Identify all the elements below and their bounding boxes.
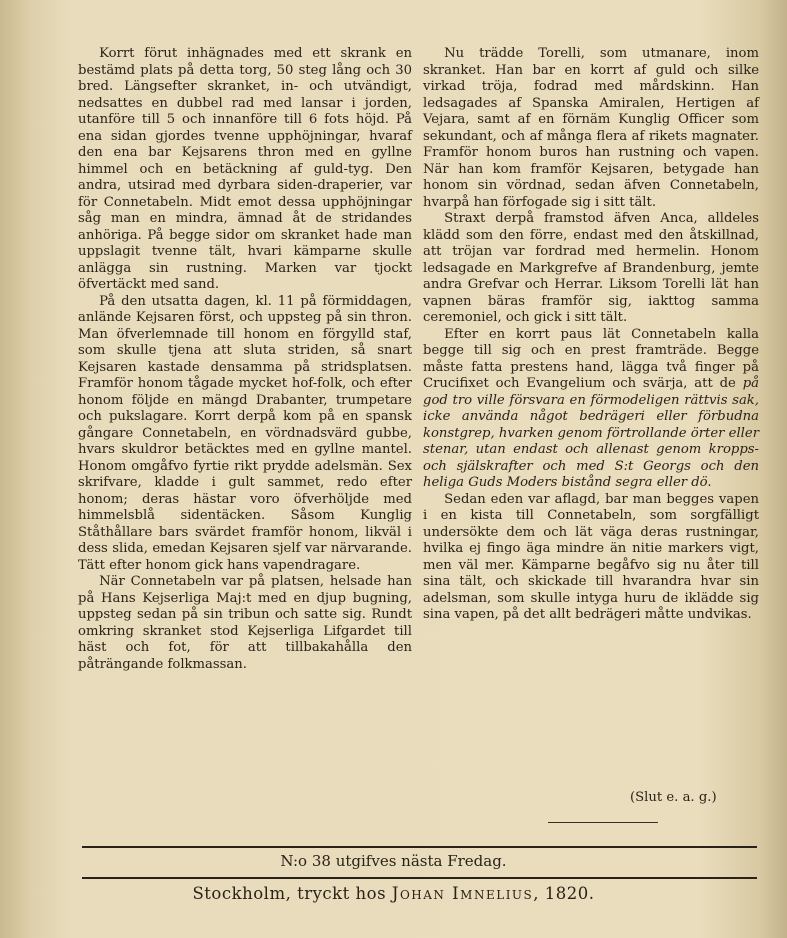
oath-intro: Efter en korrt paus lät Connetabeln kalla begge till sig och en prest framträde. Begge måste fatta prestens hand, lägga två finger på Crucifixet och Evangelium och svärja, att de [423, 326, 759, 391]
right-paragraph-4: Sedan eden var aflagd, bar man begges vapen i en kista till Connetabeln, som sorgfälligt undersökte dem och lät väga deras rustningar, hvilka ej fingo äga mindre än nitie markers vigt, men väl mer. Kämparne begåfvo sig nu åter till sina tält, och skickade till hvarandra hvar sin adelsman, som skulle intyga huru de iklädde sig sina vapen, på det allt bedrägeri måtte undvikas. [423, 491, 759, 622]
left-column [78, 46, 412, 673]
footer-rule-top [82, 846, 757, 848]
end-rule [548, 822, 658, 823]
oath-text: på god tro ville försvara en förmodeligen rättvis sak, icke använda något bedrägeri eller förbudna konstgrep, hvarken genom förtrollande örter eller stenar, utan endast och allenast genom kropps- och själskrafter och med S:t Georgs och den heliga Guds Moders bistånd segra eller dö. [423, 376, 759, 490]
printer-name: Johan Imnelius [391, 884, 534, 903]
printer-imprint [0, 884, 787, 903]
right-paragraph-3 [423, 327, 759, 492]
continuation-note: (Slut e. a. g.) [630, 790, 717, 805]
left-paragraph-3: När Connetabeln var på platsen, helsade han på Hans Kejserliga Maj:t med en djup bugning, uppsteg sedan på sin tribun och satte sig. Rundt omkring skranket stod Kejserliga Lifgardet till häst och fot, för att tillbakahålla den påträngande folkmassan. [78, 574, 412, 672]
imprint-year: , 1820. [533, 884, 595, 903]
left-paragraph-1: Korrt förut inhägnades med ett skrank en bestämd plats på detta torg, 50 steg lång och 30 bred. Längsefter skranket, in- och utvändigt, nedsattes en dubbel rad med lansar i jorden, utanföre till 5 och innanföre till 6 fots höjd. På ena sidan gjordes tvenne upphöjningar, hvaraf den ena bar Kejsarens thron med en gyllne himmel och en betäckning af guld-tyg. Den andra, utsirad med dyrbara siden-draperier, var för Connetabeln. Midt emot dessa upphöjningar såg man en mindra, ämnad åt de stridandes anhöriga. På begge sidor om skranket hade man uppslagit tvenne tält, hvari kämparne skulle anlägga sin rustning. Marken var tjockt öfvertäckt med sand. [78, 46, 412, 292]
imprint-prefix: Stockholm, tryckt hos [192, 884, 387, 903]
footer-rule-bottom [82, 877, 757, 879]
right-paragraph-2: Straxt derpå framstod äfven Anca, alldeles klädd som den förre, endast med den åtskillnad, att tröjan var fordrad med hermelin. Honom ledsagade en Markgrefve af Brandenburg, jemte andra Grefvar och Herrar. Liksom Torelli lät han vapnen bäras framför sig, iakttog samma ceremoniel, och gick i sitt tält. [423, 211, 759, 325]
right-paragraph-1: Nu trädde Torelli, som utmanare, inom skranket. Han bar en korrt af guld och silke virkad tröja, fodrad med mårdskinn. Han ledsagades af Spanska Amiralen, Hertigen af Vejara, samt af en förnäm Kunglig Officer som sekundant, och af många flera af rikets magnater. Framför honom buros han rustning och vapen. När han kom framför Kejsaren, betygade han honom sin vördnad, sedan äfven Connetabeln, hvarpå han förfogade sig i sitt tält. [423, 46, 759, 210]
right-column [423, 46, 759, 624]
left-paragraph-2: På den utsatta dagen, kl. 11 på förmiddagen, anlände Kejsaren först, och uppsteg på sin thron. Man öfverlemnade till honom en förgylld staf, som skulle tjena att sluta striden, så snart Kejsaren kastade densamma på stridsplatsen. Framför honom tågade mycket hof-folk, och efter honom följde en mängd Drabanter, trumpetare och pukslagare. Korrt derpå kom på en spansk gångare Connetabeln, en vördnadsvärd gubbe, hvars skuldror betäcktes med en gyllne mantel. Honom omgåfvo fyrtie rikt prydde adelsmän. Sex skrifvare, kladde i gult sammet, redo efter honom; deras hästar voro öfverhöljde med himmelsblå sidentäcken. Såsom Kunglig Ståthållare bars svärdet framför honom, likväl i dess slida, emedan Kejsaren sjelf var närvarande. Tätt efter honom gick hans vapendragare. [78, 293, 412, 573]
next-issue-notice: N:o 38 utgifves nästa Fredag. [280, 852, 507, 870]
